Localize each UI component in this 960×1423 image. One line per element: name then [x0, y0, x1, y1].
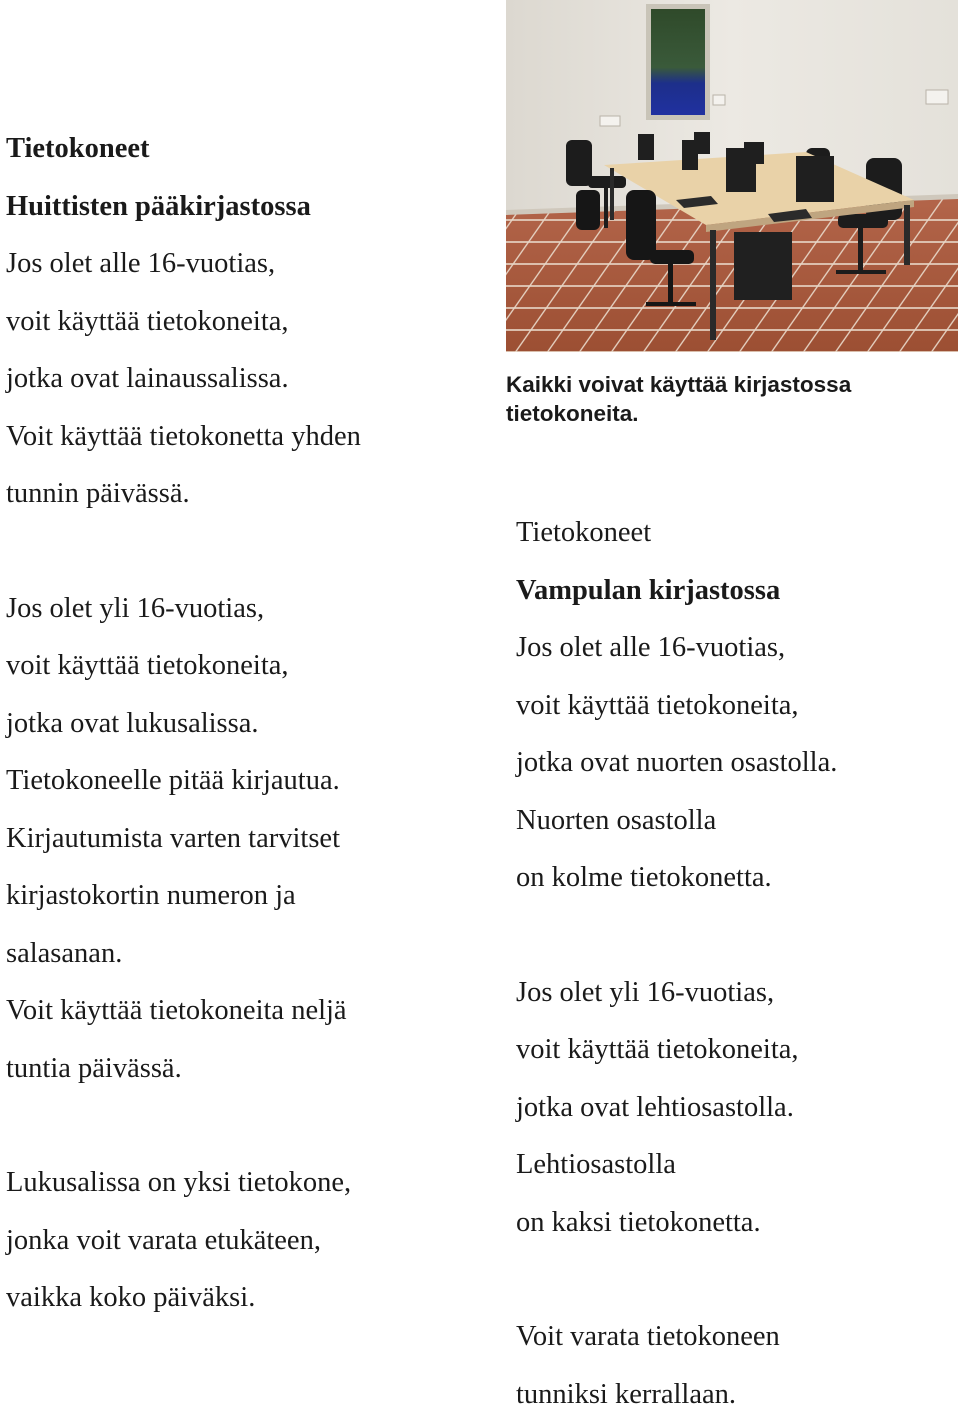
right-paragraph-3	[516, 1308, 956, 1423]
left-heading-title: Tietokoneet	[6, 120, 486, 178]
left-paragraph-3	[6, 1154, 486, 1327]
text-line: jonka voit varata etukäteen,	[6, 1212, 486, 1270]
paragraph-gap	[6, 1097, 486, 1154]
right-heading-title: Tietokoneet	[516, 504, 956, 562]
text-line: voit käyttää tietokoneita,	[6, 293, 486, 351]
right-column	[516, 504, 956, 1423]
text-line: tunniksi kerrallaan.	[516, 1366, 956, 1423]
text-line: on kolme tietokonetta.	[516, 849, 956, 907]
text-line: voit käyttää tietokoneita,	[516, 677, 956, 735]
text-line: Kirjautumista varten tarvitset	[6, 810, 486, 868]
left-heading-library: Huittisten pääkirjastossa	[6, 178, 486, 236]
text-line: vaikka koko päiväksi.	[6, 1269, 486, 1327]
text-line: on kaksi tietokonetta.	[516, 1194, 956, 1252]
text-line: jotka ovat nuorten osastolla.	[516, 734, 956, 792]
left-column	[6, 120, 486, 1327]
text-line: Jos olet alle 16-vuotias,	[516, 619, 956, 677]
text-line: tuntia päivässä.	[6, 1040, 486, 1098]
text-line: voit käyttää tietokoneita,	[516, 1021, 956, 1079]
right-paragraph-1	[516, 619, 956, 907]
left-paragraph-1	[6, 235, 486, 523]
text-line: Lehtiosastolla	[516, 1136, 956, 1194]
text-line: salasanan.	[6, 925, 486, 983]
text-line: Nuorten osastolla	[516, 792, 956, 850]
text-line: Jos olet yli 16-vuotias,	[6, 580, 486, 638]
paragraph-gap	[516, 1251, 956, 1308]
text-line: Lukusalissa on yksi tietokone,	[6, 1154, 486, 1212]
text-line: Jos olet alle 16-vuotias,	[6, 235, 486, 293]
text-line: jotka ovat lukusalissa.	[6, 695, 486, 753]
text-line: Jos olet yli 16-vuotias,	[516, 964, 956, 1022]
text-line: jotka ovat lehtiosastolla.	[516, 1079, 956, 1137]
text-line: kirjastokortin numeron ja	[6, 867, 486, 925]
text-line: Voit varata tietokoneen	[516, 1308, 956, 1366]
text-line: tunnin päivässä.	[6, 465, 486, 523]
left-paragraph-2	[6, 580, 486, 1098]
text-line: Voit käyttää tietokoneita neljä	[6, 982, 486, 1040]
text-line: voit käyttää tietokoneita,	[6, 637, 486, 695]
right-heading-library: Vampulan kirjastossa	[516, 562, 956, 620]
photo-caption: Kaikki voivat käyttää kirjastossa tietokoneita.	[506, 370, 956, 428]
computer-room-illustration	[506, 0, 958, 352]
text-line: Voit käyttää tietokonetta yhden	[6, 408, 486, 466]
computer-room-photo	[506, 0, 958, 352]
text-line: Tietokoneelle pitää kirjautua.	[6, 752, 486, 810]
paragraph-gap	[516, 907, 956, 964]
right-paragraph-2	[516, 964, 956, 1252]
text-line: jotka ovat lainaussalissa.	[6, 350, 486, 408]
paragraph-gap	[6, 523, 486, 580]
